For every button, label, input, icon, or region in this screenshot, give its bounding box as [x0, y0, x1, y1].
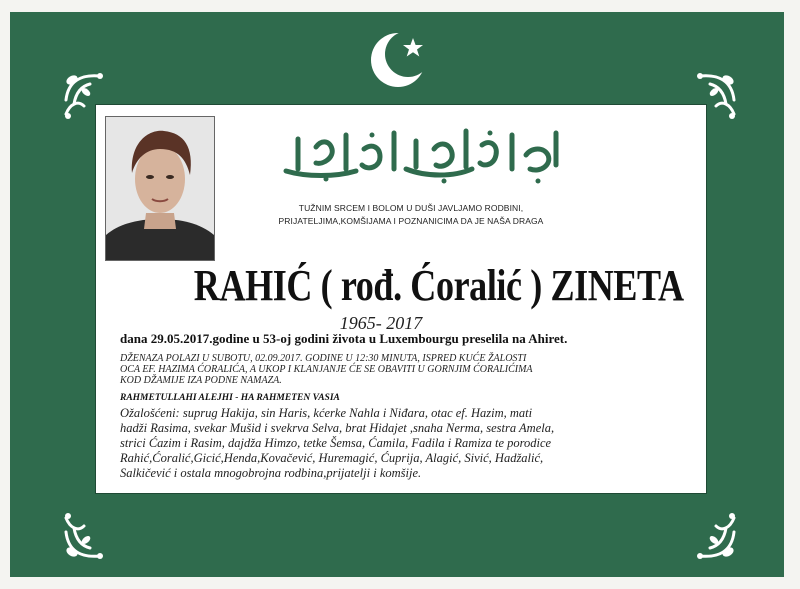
intro-line: PRIJATELJIMA,KOMŠIJAMA I POZNANICIMA DA JE NAŠA DRAGA	[278, 216, 544, 226]
mourners-line: strici Ćazim i Rasim, dajdža Himzo, tetke Šemsa, Ćamila, Fadila i Ramiza te porodice	[120, 436, 552, 450]
mourners-line: Salkičević i ostala mnogobrojna rodbina,prijatelji i komšije.	[120, 466, 422, 480]
mourners-list	[120, 406, 695, 481]
arabic-calligraphy	[276, 119, 566, 189]
death-date-line: dana 29.05.2017.godine u 53-oj godini života u Luxembourgu preselila na Ahiret.	[120, 331, 568, 346]
funeral-line: DŽENAZA POLAZI U SUBOTU, 02.09.2017. GODINE U 12:30 MINUTA, ISPRED KUĆE ŽALOSTI	[120, 353, 527, 364]
portrait-photo	[105, 116, 215, 261]
intro-line: TUŽNIM SRCEM I BOLOM U DUŠI JAVLJAMO RODBINI,	[298, 203, 524, 213]
prayer-line: RAHMETULLAHI ALEJHI - HA RAHMETEN VASIA	[120, 393, 340, 403]
life-years: 1965- 2017	[339, 313, 423, 333]
floral-ornament-icon	[60, 512, 108, 562]
deceased-name: RAHIĆ ( rođ. Ćoralić ) ZINETA	[193, 261, 684, 310]
intro-text	[241, 202, 581, 228]
mourners-line: Ožalošćeni: suprug Hakija, sin Haris, kćerke Nahla i Niđara, otac ef. Hazim, mati	[120, 406, 533, 420]
mourners-line: hadži Rasima, svekar Mušid i svekrva Selva, brat Hidajet ,snaha Nerma, sestra Amela,	[120, 421, 555, 435]
notice-panel	[95, 104, 707, 494]
funeral-line: KOD DŽAMIJE IZA PODNE NAMAZA.	[120, 375, 282, 386]
floral-ornament-icon	[692, 512, 740, 562]
crescent-star-icon	[366, 26, 436, 90]
funeral-line: OCA EF. HAZIMA ĆORALIĆA, A UKOP I KLANJANJE ĆE SE OBAVITI U GORNJIM ĆORALIĆIMA	[120, 364, 533, 375]
funeral-details	[120, 353, 690, 386]
mourners-line: Rahić,Ćoralić,Gicić,Henda,Kovačević, Huremagić, Ćuprija, Alagić, Sivić, Hadžalić,	[120, 451, 544, 465]
